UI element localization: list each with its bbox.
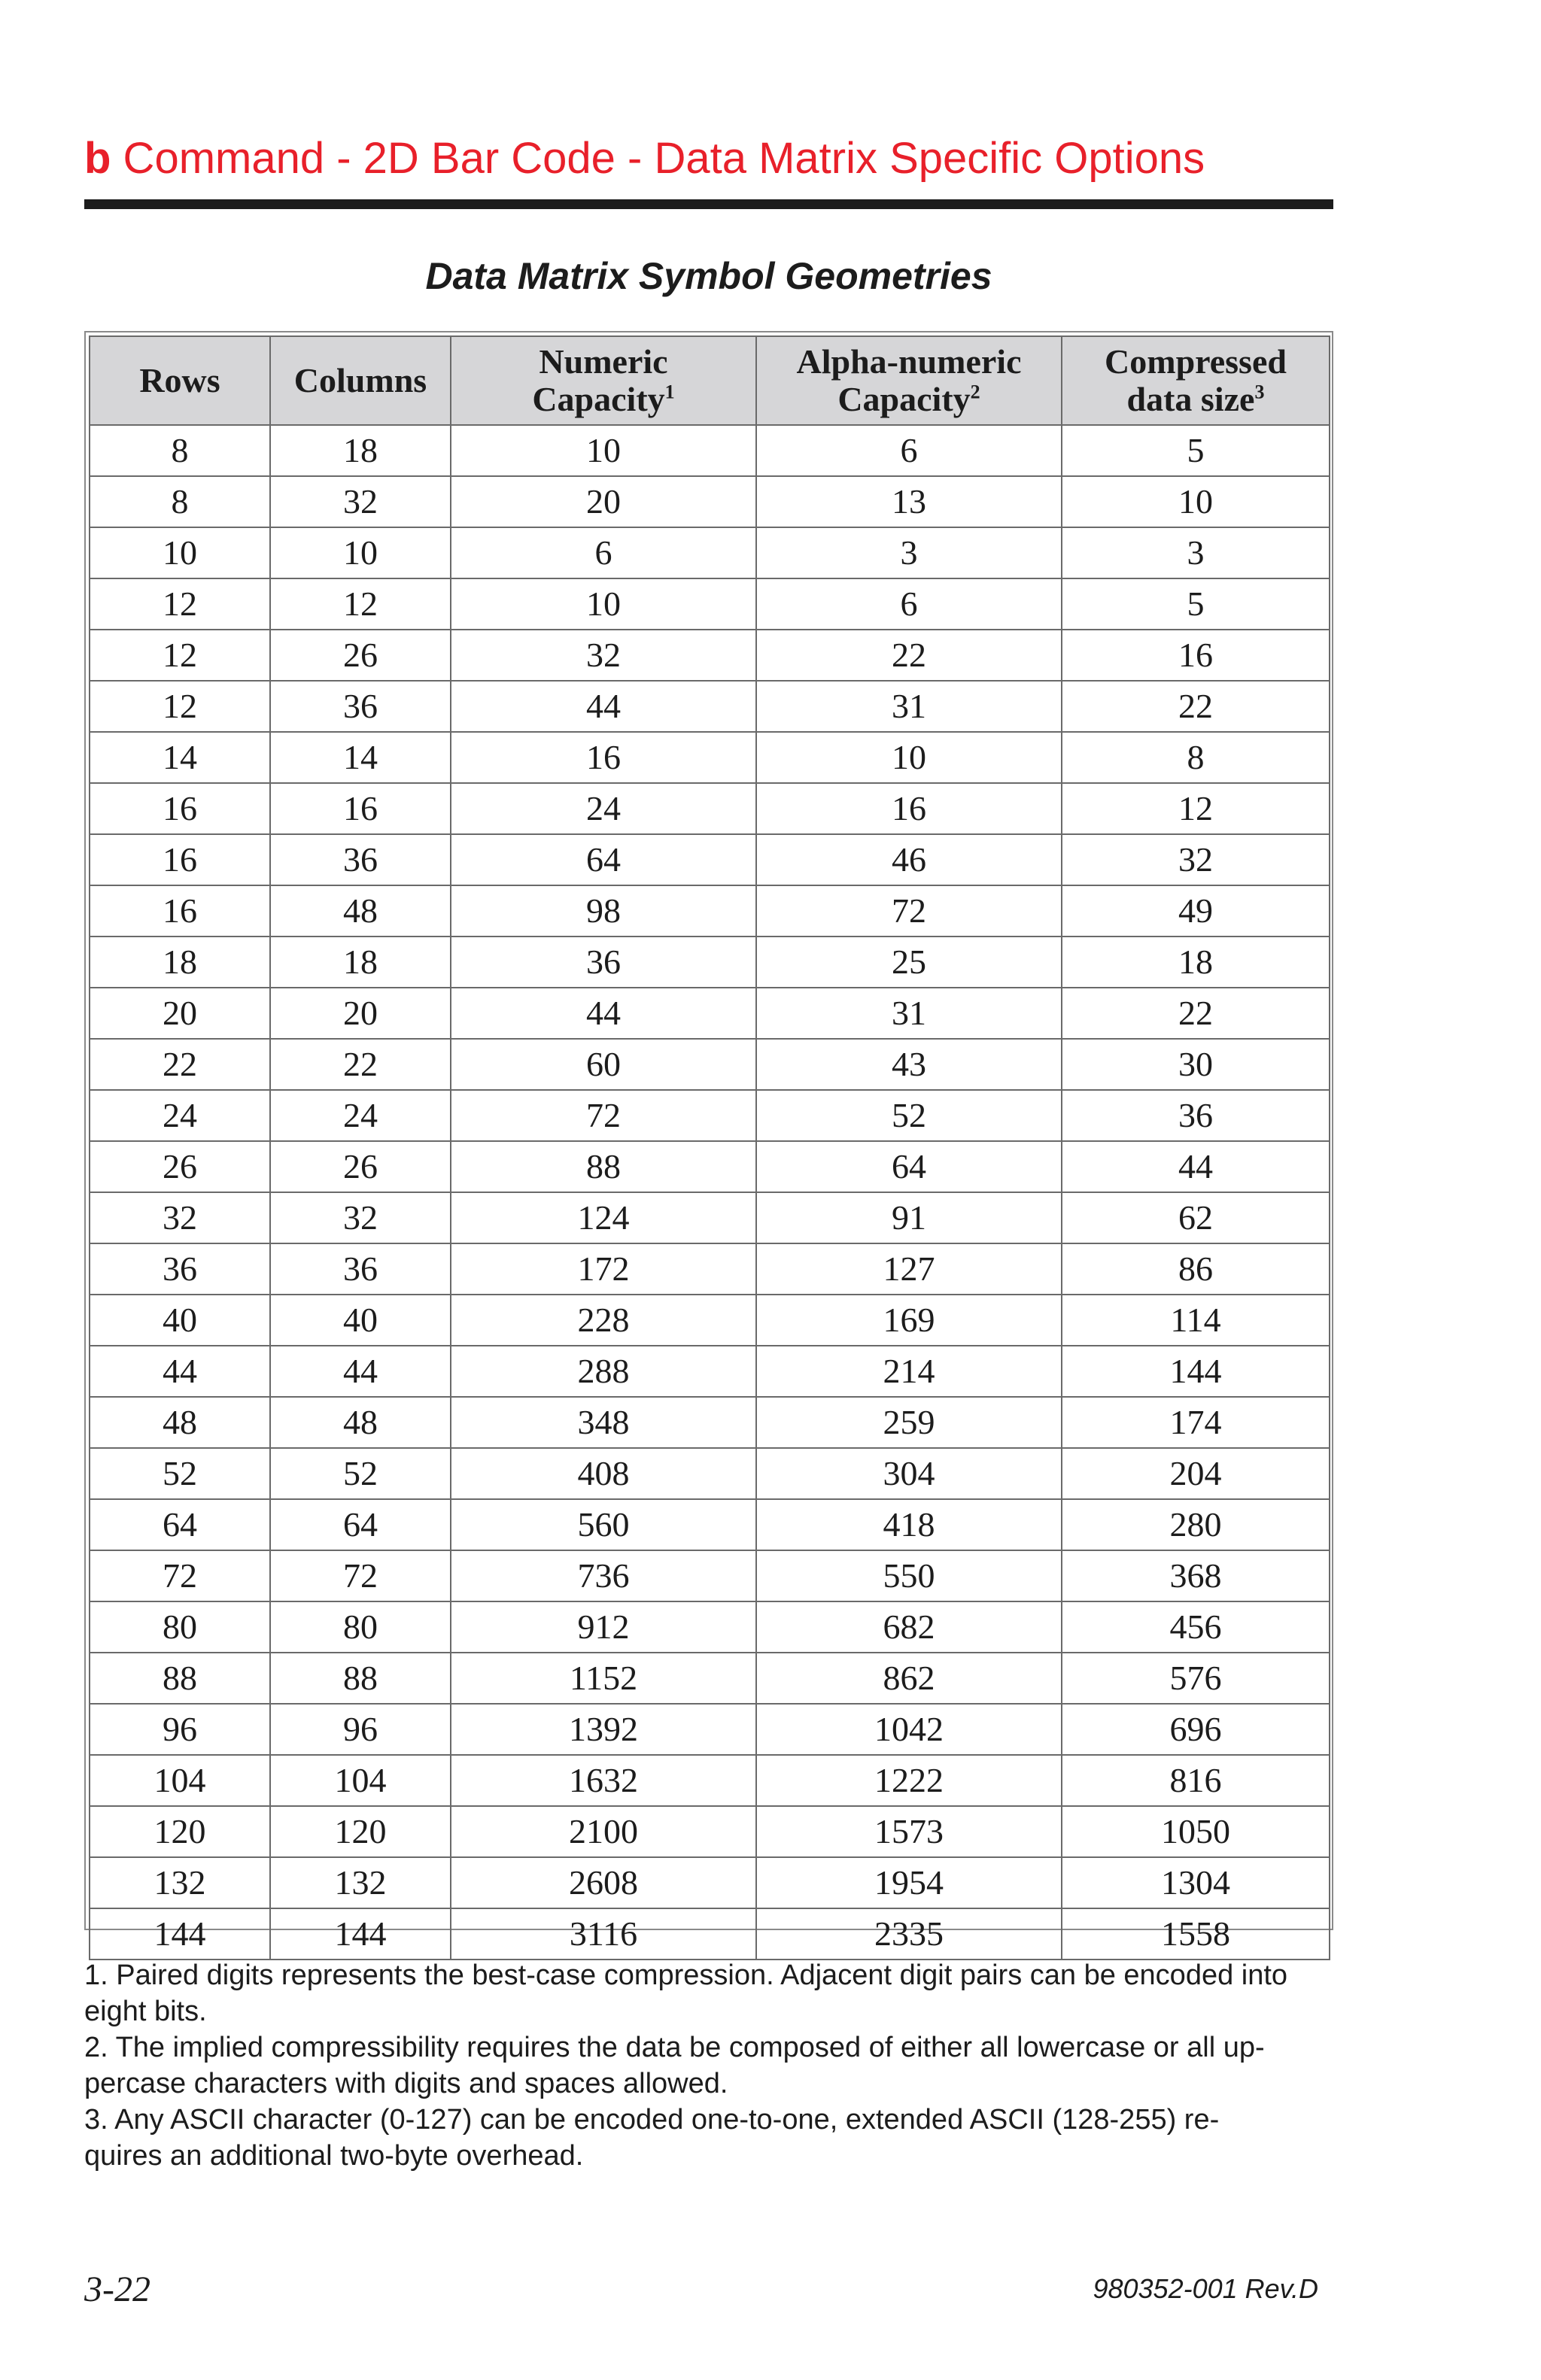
cell-numeric-capacity: 172 bbox=[451, 1243, 756, 1295]
cell-columns: 10 bbox=[270, 527, 451, 578]
cell-columns: 12 bbox=[270, 578, 451, 630]
cell-numeric-capacity: 98 bbox=[451, 885, 756, 937]
cell-alphanumeric-capacity: 214 bbox=[756, 1346, 1062, 1397]
table-row bbox=[90, 1550, 1330, 1601]
cell-rows: 14 bbox=[90, 732, 270, 783]
cell-alphanumeric-capacity: 259 bbox=[756, 1397, 1062, 1448]
cell-compressed-data-size: 1304 bbox=[1062, 1857, 1330, 1908]
cell-compressed-data-size: 1050 bbox=[1062, 1806, 1330, 1857]
cell-numeric-capacity: 44 bbox=[451, 681, 756, 732]
geometry-table-frame bbox=[84, 331, 1333, 1953]
cell-rows: 22 bbox=[90, 1039, 270, 1090]
cell-rows: 20 bbox=[90, 988, 270, 1039]
cell-compressed-data-size: 49 bbox=[1062, 885, 1330, 937]
cell-columns: 88 bbox=[270, 1653, 451, 1704]
cell-numeric-capacity: 6 bbox=[451, 527, 756, 578]
cell-rows: 12 bbox=[90, 681, 270, 732]
table-row bbox=[90, 1908, 1330, 1960]
footnote-1: 1. Paired digits represents the best-case compression. Adjacent digit pairs can be encoded into eight bits. bbox=[84, 1960, 1288, 2027]
cell-numeric-capacity: 36 bbox=[451, 937, 756, 988]
cell-alphanumeric-capacity: 169 bbox=[756, 1295, 1062, 1346]
cell-compressed-data-size: 174 bbox=[1062, 1397, 1330, 1448]
cell-columns: 72 bbox=[270, 1550, 451, 1601]
table-row bbox=[90, 476, 1330, 527]
heading-rule bbox=[84, 199, 1333, 209]
table-row bbox=[90, 1243, 1330, 1295]
table-row bbox=[90, 1397, 1330, 1448]
cell-alphanumeric-capacity: 31 bbox=[756, 681, 1062, 732]
cell-numeric-capacity: 1632 bbox=[451, 1755, 756, 1806]
cell-columns: 26 bbox=[270, 1141, 451, 1192]
table-row bbox=[90, 1755, 1330, 1806]
cell-columns: 132 bbox=[270, 1857, 451, 1908]
table-title: Data Matrix Symbol Geometries bbox=[425, 255, 992, 297]
cell-numeric-capacity: 2608 bbox=[451, 1857, 756, 1908]
cell-columns: 44 bbox=[270, 1346, 451, 1397]
cell-columns: 52 bbox=[270, 1448, 451, 1499]
cell-compressed-data-size: 22 bbox=[1062, 681, 1330, 732]
section-heading bbox=[84, 134, 1333, 183]
header-columns: Columns bbox=[270, 336, 451, 425]
cell-compressed-data-size: 32 bbox=[1062, 834, 1330, 885]
header-numeric-capacity: Numeric Capacity$^1$ bbox=[451, 336, 756, 425]
cell-columns: 18 bbox=[270, 425, 451, 476]
cell-compressed-data-size: 696 bbox=[1062, 1704, 1330, 1755]
cell-numeric-capacity: 228 bbox=[451, 1295, 756, 1346]
cell-numeric-capacity: 736 bbox=[451, 1550, 756, 1601]
table-row bbox=[90, 1857, 1330, 1908]
geometry-table bbox=[89, 335, 1330, 1960]
cell-alphanumeric-capacity: 72 bbox=[756, 885, 1062, 937]
cell-alphanumeric-capacity: 1222 bbox=[756, 1755, 1062, 1806]
cell-columns: 40 bbox=[270, 1295, 451, 1346]
table-row bbox=[90, 1448, 1330, 1499]
header-rows: Rows bbox=[90, 336, 270, 425]
cell-alphanumeric-capacity: 6 bbox=[756, 578, 1062, 630]
table-row bbox=[90, 681, 1330, 732]
table-row bbox=[90, 885, 1330, 937]
table-row bbox=[90, 1601, 1330, 1653]
cell-rows: 16 bbox=[90, 885, 270, 937]
cell-rows: 32 bbox=[90, 1192, 270, 1243]
cell-numeric-capacity: 16 bbox=[451, 732, 756, 783]
cell-compressed-data-size: 144 bbox=[1062, 1346, 1330, 1397]
table-row bbox=[90, 1141, 1330, 1192]
cell-numeric-capacity: 1152 bbox=[451, 1653, 756, 1704]
cell-columns: 96 bbox=[270, 1704, 451, 1755]
cell-rows: 24 bbox=[90, 1090, 270, 1141]
cell-rows: 88 bbox=[90, 1653, 270, 1704]
cell-numeric-capacity: 64 bbox=[451, 834, 756, 885]
table-row bbox=[90, 425, 1330, 476]
footnote-2: 2. The implied compressibility requires the data be composed of either all lowercase or all up- percase characters with digits and spaces allowed. bbox=[84, 2032, 1265, 2099]
cell-columns: 104 bbox=[270, 1755, 451, 1806]
cell-rows: 16 bbox=[90, 834, 270, 885]
table-row bbox=[90, 1039, 1330, 1090]
page-number: 3-22 bbox=[84, 2269, 150, 2309]
cell-rows: 64 bbox=[90, 1499, 270, 1550]
cell-numeric-capacity: 10 bbox=[451, 578, 756, 630]
cell-numeric-capacity: 3116 bbox=[451, 1908, 756, 1960]
cell-columns: 64 bbox=[270, 1499, 451, 1550]
table-row bbox=[90, 578, 1330, 630]
cell-alphanumeric-capacity: 304 bbox=[756, 1448, 1062, 1499]
cell-compressed-data-size: 12 bbox=[1062, 783, 1330, 834]
cell-numeric-capacity: 10 bbox=[451, 425, 756, 476]
cell-compressed-data-size: 8 bbox=[1062, 732, 1330, 783]
cell-numeric-capacity: 32 bbox=[451, 630, 756, 681]
cell-numeric-capacity: 60 bbox=[451, 1039, 756, 1090]
table-row bbox=[90, 1090, 1330, 1141]
cell-rows: 10 bbox=[90, 527, 270, 578]
cell-compressed-data-size: 204 bbox=[1062, 1448, 1330, 1499]
cell-compressed-data-size: 44 bbox=[1062, 1141, 1330, 1192]
table-row bbox=[90, 732, 1330, 783]
cell-compressed-data-size: 368 bbox=[1062, 1550, 1330, 1601]
cell-compressed-data-size: 3 bbox=[1062, 527, 1330, 578]
cell-columns: 22 bbox=[270, 1039, 451, 1090]
cell-numeric-capacity: 1392 bbox=[451, 1704, 756, 1755]
cell-alphanumeric-capacity: 2335 bbox=[756, 1908, 1062, 1960]
cell-numeric-capacity: 912 bbox=[451, 1601, 756, 1653]
cell-rows: 26 bbox=[90, 1141, 270, 1192]
cell-alphanumeric-capacity: 25 bbox=[756, 937, 1062, 988]
cell-alphanumeric-capacity: 22 bbox=[756, 630, 1062, 681]
table-row bbox=[90, 988, 1330, 1039]
cell-columns: 120 bbox=[270, 1806, 451, 1857]
cell-numeric-capacity: 88 bbox=[451, 1141, 756, 1192]
table-row bbox=[90, 1704, 1330, 1755]
cell-rows: 18 bbox=[90, 937, 270, 988]
cell-alphanumeric-capacity: 550 bbox=[756, 1550, 1062, 1601]
cell-alphanumeric-capacity: 31 bbox=[756, 988, 1062, 1039]
cell-compressed-data-size: 86 bbox=[1062, 1243, 1330, 1295]
table-row bbox=[90, 1295, 1330, 1346]
cell-rows: 40 bbox=[90, 1295, 270, 1346]
table-body bbox=[90, 425, 1330, 1960]
cell-compressed-data-size: 30 bbox=[1062, 1039, 1330, 1090]
cell-rows: 8 bbox=[90, 476, 270, 527]
cell-numeric-capacity: 24 bbox=[451, 783, 756, 834]
cell-compressed-data-size: 576 bbox=[1062, 1653, 1330, 1704]
table-row bbox=[90, 1806, 1330, 1857]
cell-rows: 52 bbox=[90, 1448, 270, 1499]
cell-columns: 26 bbox=[270, 630, 451, 681]
cell-alphanumeric-capacity: 1573 bbox=[756, 1806, 1062, 1857]
cell-compressed-data-size: 36 bbox=[1062, 1090, 1330, 1141]
cell-compressed-data-size: 1558 bbox=[1062, 1908, 1330, 1960]
header-alphanumeric-capacity: Alpha-numeric Capacity$^2$ bbox=[756, 336, 1062, 425]
table-row bbox=[90, 783, 1330, 834]
cell-columns: 144 bbox=[270, 1908, 451, 1960]
cell-compressed-data-size: 22 bbox=[1062, 988, 1330, 1039]
section-heading-text: Command - 2D Bar Code - Data Matrix Specific Options bbox=[111, 134, 1205, 183]
cell-compressed-data-size: 456 bbox=[1062, 1601, 1330, 1653]
table-row bbox=[90, 834, 1330, 885]
cell-rows: 144 bbox=[90, 1908, 270, 1960]
header-compressed-data-size: Compressed data size$^3$ bbox=[1062, 336, 1330, 425]
cell-compressed-data-size: 280 bbox=[1062, 1499, 1330, 1550]
cell-rows: 48 bbox=[90, 1397, 270, 1448]
cell-alphanumeric-capacity: 127 bbox=[756, 1243, 1062, 1295]
cell-alphanumeric-capacity: 3 bbox=[756, 527, 1062, 578]
table-row bbox=[90, 1653, 1330, 1704]
cell-alphanumeric-capacity: 13 bbox=[756, 476, 1062, 527]
cell-compressed-data-size: 114 bbox=[1062, 1295, 1330, 1346]
cell-columns: 16 bbox=[270, 783, 451, 834]
cell-numeric-capacity: 288 bbox=[451, 1346, 756, 1397]
table-row bbox=[90, 527, 1330, 578]
cell-numeric-capacity: 72 bbox=[451, 1090, 756, 1141]
cell-alphanumeric-capacity: 43 bbox=[756, 1039, 1062, 1090]
cell-numeric-capacity: 2100 bbox=[451, 1806, 756, 1857]
cell-rows: 36 bbox=[90, 1243, 270, 1295]
cell-columns: 32 bbox=[270, 1192, 451, 1243]
cell-rows: 72 bbox=[90, 1550, 270, 1601]
cell-alphanumeric-capacity: 52 bbox=[756, 1090, 1062, 1141]
cell-rows: 96 bbox=[90, 1704, 270, 1755]
table-row bbox=[90, 937, 1330, 988]
cell-rows: 132 bbox=[90, 1857, 270, 1908]
cell-columns: 20 bbox=[270, 988, 451, 1039]
cell-numeric-capacity: 20 bbox=[451, 476, 756, 527]
table-header-row bbox=[90, 336, 1330, 425]
cell-alphanumeric-capacity: 91 bbox=[756, 1192, 1062, 1243]
cell-columns: 18 bbox=[270, 937, 451, 988]
cell-rows: 44 bbox=[90, 1346, 270, 1397]
cell-rows: 120 bbox=[90, 1806, 270, 1857]
cell-alphanumeric-capacity: 10 bbox=[756, 732, 1062, 783]
cell-compressed-data-size: 816 bbox=[1062, 1755, 1330, 1806]
command-letter: b bbox=[84, 134, 111, 183]
cell-compressed-data-size: 5 bbox=[1062, 425, 1330, 476]
cell-alphanumeric-capacity: 418 bbox=[756, 1499, 1062, 1550]
cell-rows: 8 bbox=[90, 425, 270, 476]
cell-alphanumeric-capacity: 862 bbox=[756, 1653, 1062, 1704]
cell-alphanumeric-capacity: 64 bbox=[756, 1141, 1062, 1192]
cell-columns: 36 bbox=[270, 834, 451, 885]
cell-columns: 48 bbox=[270, 885, 451, 937]
cell-rows: 12 bbox=[90, 630, 270, 681]
cell-columns: 14 bbox=[270, 732, 451, 783]
cell-rows: 16 bbox=[90, 783, 270, 834]
cell-alphanumeric-capacity: 1042 bbox=[756, 1704, 1062, 1755]
cell-numeric-capacity: 408 bbox=[451, 1448, 756, 1499]
cell-compressed-data-size: 10 bbox=[1062, 476, 1330, 527]
cell-compressed-data-size: 62 bbox=[1062, 1192, 1330, 1243]
cell-compressed-data-size: 18 bbox=[1062, 937, 1330, 988]
document-revision: 980352-001 Rev.D bbox=[1093, 2273, 1318, 2304]
cell-columns: 36 bbox=[270, 1243, 451, 1295]
cell-numeric-capacity: 124 bbox=[451, 1192, 756, 1243]
table-row bbox=[90, 1346, 1330, 1397]
cell-alphanumeric-capacity: 16 bbox=[756, 783, 1062, 834]
cell-alphanumeric-capacity: 682 bbox=[756, 1601, 1062, 1653]
cell-rows: 80 bbox=[90, 1601, 270, 1653]
cell-columns: 80 bbox=[270, 1601, 451, 1653]
cell-columns: 36 bbox=[270, 681, 451, 732]
table-row bbox=[90, 630, 1330, 681]
cell-compressed-data-size: 5 bbox=[1062, 578, 1330, 630]
cell-columns: 32 bbox=[270, 476, 451, 527]
table-row bbox=[90, 1499, 1330, 1550]
cell-numeric-capacity: 560 bbox=[451, 1499, 756, 1550]
cell-numeric-capacity: 44 bbox=[451, 988, 756, 1039]
cell-alphanumeric-capacity: 46 bbox=[756, 834, 1062, 885]
table-row bbox=[90, 1192, 1330, 1243]
cell-compressed-data-size: 16 bbox=[1062, 630, 1330, 681]
cell-columns: 24 bbox=[270, 1090, 451, 1141]
cell-rows: 12 bbox=[90, 578, 270, 630]
cell-columns: 48 bbox=[270, 1397, 451, 1448]
cell-alphanumeric-capacity: 1954 bbox=[756, 1857, 1062, 1908]
cell-rows: 104 bbox=[90, 1755, 270, 1806]
cell-alphanumeric-capacity: 6 bbox=[756, 425, 1062, 476]
cell-numeric-capacity: 348 bbox=[451, 1397, 756, 1448]
footnotes bbox=[84, 1957, 1333, 2174]
footnote-3: 3. Any ASCII character (0-127) can be encoded one-to-one, extended ASCII (128-255) re- quires an additional two-byte overhead. bbox=[84, 2104, 1220, 2172]
